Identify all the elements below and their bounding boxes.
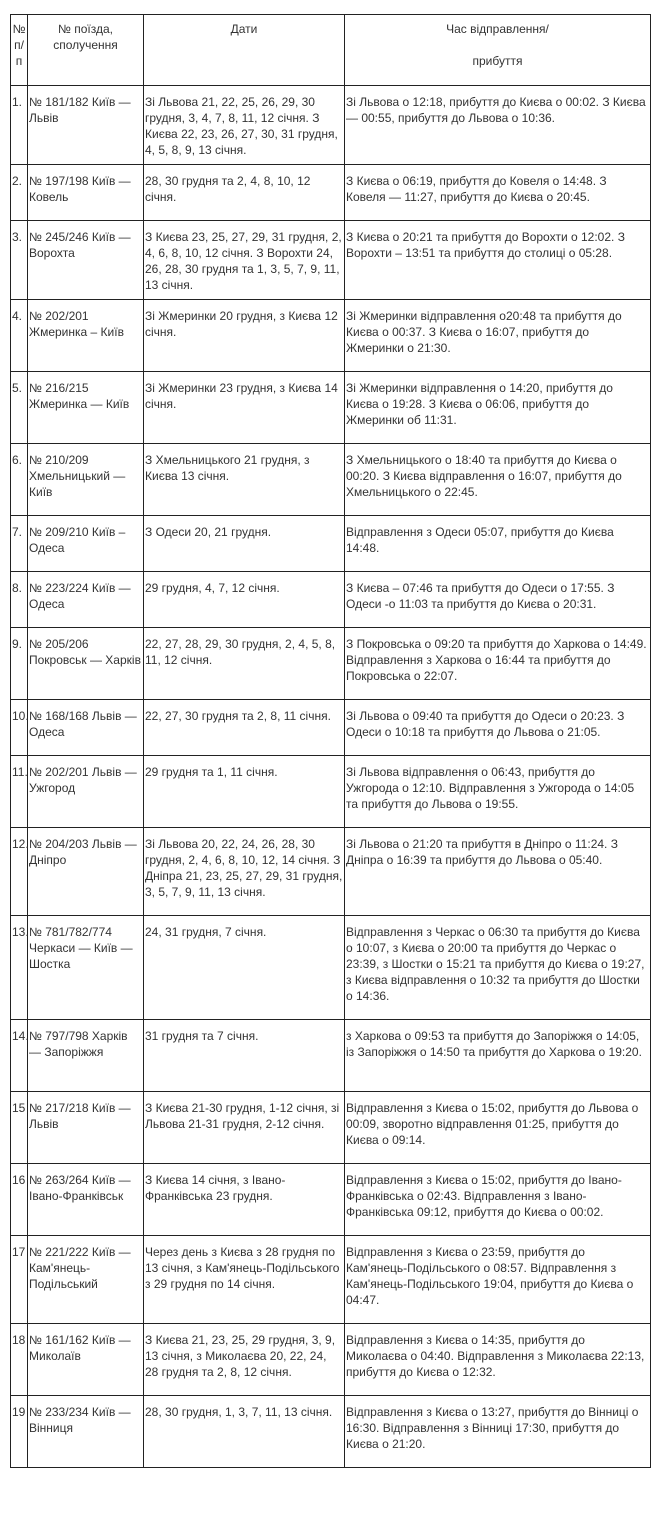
- row-number: 14.: [12, 1029, 29, 1043]
- row-dates: З Києва 14 січня, з Івано-Франківська 23 грудня.: [145, 1173, 286, 1203]
- row-time: Зі Львова відправлення о 06:43, прибуття до Ужгорода о 12:10. Відправлення з Ужгорода о 14:05 та прибуття до Львова о 19:55.: [346, 765, 635, 811]
- row-number: 8.: [12, 581, 23, 595]
- table-row: [11, 372, 651, 444]
- row-dates-cell: [144, 756, 345, 828]
- table-row: [11, 700, 651, 756]
- row-train: № 781/782/774 Черкаси — Київ — Шостка: [29, 925, 133, 971]
- row-time-cell: [345, 86, 651, 165]
- header-time: [345, 15, 651, 86]
- row-time: Відправлення з Києва о 14:35, прибуття до Миколаєва о 04:40. Відправлення з Миколаєва 22:13, прибуття до Києва о 12:32.: [346, 1333, 645, 1379]
- row-time-cell: [345, 300, 651, 372]
- row-time: З Києва – 07:46 та прибуття до Одеси о 17:55. З Одеси -о 11:03 та прибуття до Києва о 20:31.: [346, 581, 615, 611]
- row-train-cell: [28, 86, 144, 165]
- row-time-cell: [345, 516, 651, 572]
- row-time-cell: [345, 756, 651, 828]
- row-train-cell: [28, 221, 144, 300]
- row-train-cell: [28, 372, 144, 444]
- row-dates: Зі Жмеринки 20 грудня, з Києва 12 січня.: [145, 309, 338, 339]
- header-time-line2: прибуття: [472, 54, 523, 68]
- row-train: № 204/203 Львів — Дніпро: [29, 837, 137, 867]
- row-dates-cell: [144, 1236, 345, 1324]
- row-time-cell: [345, 1236, 651, 1324]
- row-train: № 181/182 Київ — Львів: [29, 95, 131, 125]
- row-time: З Покровська о 09:20 та прибуття до Харкова о 14:49. Відправлення з Харкова о 16:44 та прибуття до Покровська о 22:07.: [346, 637, 647, 683]
- row-dates: З Києва 23, 25, 27, 29, 31 грудня, 2, 4, 6, 8, 10, 12 січня. З Ворохти 24, 26, 28, 30 грудня та 1, 3, 5, 7, 9, 11, 13 січня.: [145, 230, 342, 292]
- row-dates-cell: [144, 221, 345, 300]
- row-dates: 29 грудня та 1, 11 січня.: [145, 765, 278, 779]
- row-time-cell: [345, 916, 651, 1020]
- header-time-gap: [346, 37, 649, 53]
- row-time: Відправлення з Києва о 15:02, прибуття до Львова о 00:09, зворотно відправлення 01:25, прибуття до Києва о 09:14.: [346, 1101, 639, 1147]
- row-train-cell: [28, 444, 144, 516]
- row-train-cell: [28, 1164, 144, 1236]
- row-number: 5.: [12, 381, 23, 395]
- row-train-cell: [28, 828, 144, 916]
- row-number: 18: [12, 1333, 26, 1347]
- row-dates-cell: [144, 444, 345, 516]
- row-dates-cell: [144, 1164, 345, 1236]
- row-number-cell: [11, 916, 28, 1020]
- table-row: [11, 756, 651, 828]
- row-train-cell: [28, 1324, 144, 1396]
- row-time: Зі Жмеринки відправлення о20:48 та прибуття до Києва о 00:37. З Києва о 16:07, прибуття до Жмеринки о 21:30.: [346, 309, 622, 355]
- row-number-cell: [11, 756, 28, 828]
- row-time-cell: [345, 1396, 651, 1468]
- table-row: [11, 86, 651, 165]
- row-number-cell: [11, 300, 28, 372]
- row-dates-cell: [144, 916, 345, 1020]
- row-train: № 202/201 Львів — Ужгород: [29, 765, 137, 795]
- train-schedule-table: [10, 14, 651, 1468]
- row-dates-cell: [144, 1092, 345, 1164]
- row-train-cell: [28, 516, 144, 572]
- row-train-cell: [28, 756, 144, 828]
- row-dates: З Києва 21, 23, 25, 29 грудня, 3, 9, 13 січня, з Миколаєва 20, 22, 24, 28 грудня та 2, 8, 12 січня.: [145, 1333, 336, 1379]
- row-dates-cell: [144, 165, 345, 221]
- row-train: № 223/224 Київ — Одеса: [29, 581, 131, 611]
- row-time: Відправлення з Києва о 13:27, прибуття до Вінниці о 16:30. Відправлення з Вінниці 17:30, прибуття до Києва о 21:20.: [346, 1405, 639, 1451]
- table-row: [11, 444, 651, 516]
- row-dates-cell: [144, 86, 345, 165]
- row-train-cell: [28, 572, 144, 628]
- row-train: № 210/209 Хмельницький — Київ: [29, 453, 126, 499]
- row-number-cell: [11, 828, 28, 916]
- row-time: З Хмельницького о 18:40 та прибуття до Києва о 00:20. З Києва відправлення о 16:07, прибуття до Хмельницького о 22:45.: [346, 453, 622, 499]
- row-dates: 22, 27, 30 грудня та 2, 8, 11 січня.: [145, 709, 331, 723]
- row-time: З Києва о 20:21 та прибуття до Ворохти о 12:02. З Ворохти – 13:51 та прибуття до столиці о 05:28.: [346, 230, 625, 260]
- row-dates-cell: [144, 1020, 345, 1092]
- row-train: № 221/222 Київ — Кам'янець-Подільський: [29, 1245, 131, 1291]
- row-number: 3.: [12, 230, 23, 244]
- table-row: [11, 916, 651, 1020]
- header-time-line1: Час відправлення/: [446, 22, 549, 36]
- row-number: 19: [12, 1405, 26, 1419]
- row-time-cell: [345, 372, 651, 444]
- row-train: № 797/798 Харків — Запоріжжя: [29, 1029, 128, 1059]
- row-number-cell: [11, 572, 28, 628]
- row-train-cell: [28, 628, 144, 700]
- row-train: № 161/162 Київ — Миколаїв: [29, 1333, 131, 1363]
- row-train: № 168/168 Львів — Одеса: [29, 709, 137, 739]
- row-dates: 28, 30 грудня, 1, 3, 7, 11, 13 січня.: [145, 1405, 333, 1419]
- row-time: Відправлення з Одеси 05:07, прибуття до Києва 14:48.: [346, 525, 614, 555]
- table-body: [11, 86, 651, 1468]
- table-row: [11, 828, 651, 916]
- row-time-cell: [345, 1324, 651, 1396]
- table-row: [11, 165, 651, 221]
- row-time: Відправлення з Києва о 15:02, прибуття до Івано-Франківська о 02:43. Відправлення з Івано-Франківська 09:12, прибуття до Києва о 00:02.: [346, 1173, 622, 1219]
- row-time: з Харкова о 09:53 та прибуття до Запоріжжя о 14:05, із Запоріжжя о 14:50 та прибуття до Харкова о 19:20.: [346, 1029, 642, 1059]
- row-time: Відправлення з Києва о 23:59, прибуття до Кам'янець-Подільського о 08:57. Відправлення з Кам'янець-Подільського 19:04, прибуття до Києва о 04:47.: [346, 1245, 634, 1307]
- row-dates: 28, 30 грудня та 2, 4, 8, 10, 12 січня.: [145, 174, 311, 204]
- header-number: № п/п: [11, 15, 28, 86]
- row-number: 2.: [12, 174, 23, 188]
- row-time-cell: [345, 165, 651, 221]
- row-dates-cell: [144, 372, 345, 444]
- row-time: З Києва о 06:19, прибуття до Ковеля о 14:48. З Ковеля — 11:27, прибуття до Києва о 20:45.: [346, 174, 607, 204]
- row-number-cell: [11, 1020, 28, 1092]
- row-number: 4.: [12, 309, 23, 323]
- row-train: № 216/215 Жмеринка — Київ: [29, 381, 130, 411]
- table-row: [11, 1092, 651, 1164]
- row-dates-cell: [144, 1324, 345, 1396]
- row-time-cell: [345, 700, 651, 756]
- row-dates-cell: [144, 300, 345, 372]
- row-time: Зі Львова о 09:40 та прибуття до Одеси о 20:23. З Одеси о 10:18 та прибуття до Львова о 21:05.: [346, 709, 625, 739]
- row-number: 6.: [12, 453, 23, 467]
- row-number: 11.: [12, 765, 28, 779]
- row-dates-cell: [144, 828, 345, 916]
- row-number-cell: [11, 516, 28, 572]
- row-number-cell: [11, 86, 28, 165]
- table-row: [11, 572, 651, 628]
- header-dates: Дати: [144, 15, 345, 86]
- row-dates: З Хмельницького 21 грудня, з Києва 13 січня.: [145, 453, 310, 483]
- row-number-cell: [11, 1324, 28, 1396]
- row-number-cell: [11, 1092, 28, 1164]
- row-dates: З Києва 21-30 грудня, 1-12 січня, зі Львова 21-31 грудня, 2-12 січня.: [145, 1101, 340, 1131]
- row-train: № 205/206 Покровськ — Харків: [29, 637, 141, 667]
- table-row: [11, 221, 651, 300]
- row-number-cell: [11, 372, 28, 444]
- row-number: 13.: [12, 925, 29, 939]
- row-dates: З Одеси 20, 21 грудня.: [145, 525, 272, 539]
- row-time-cell: [345, 828, 651, 916]
- row-dates-cell: [144, 572, 345, 628]
- row-dates: Через день з Києва з 28 грудня по 13 січня, з Кам'янець-Подільського з 29 грудня по 14 січня.: [145, 1245, 340, 1291]
- row-train-cell: [28, 1396, 144, 1468]
- row-train: № 217/218 Київ — Львів: [29, 1101, 131, 1131]
- schedule-table-wrapper: [10, 14, 651, 1468]
- row-dates: Зі Жмеринки 23 грудня, з Києва 14 січня.: [145, 381, 338, 411]
- row-number-cell: [11, 1164, 28, 1236]
- row-number: 12.: [12, 837, 29, 851]
- table-row: [11, 628, 651, 700]
- row-number: 17: [12, 1245, 26, 1259]
- row-time-cell: [345, 1020, 651, 1092]
- row-number-cell: [11, 1396, 28, 1468]
- row-dates: Зі Львова 20, 22, 24, 26, 28, 30 грудня, 2, 4, 6, 8, 10, 12, 14 січня. З Дніпра 21, 23, 25, 27, 29, 31 грудня, 3, 5, 7, 9, 11, 13 січня.: [145, 837, 343, 899]
- table-header-row: [11, 15, 651, 86]
- table-row: [11, 1236, 651, 1324]
- row-number: 10.: [12, 709, 29, 723]
- row-dates: 31 грудня та 7 січня.: [145, 1029, 259, 1043]
- row-train: № 233/234 Київ — Вінниця: [29, 1405, 131, 1435]
- row-train: № 209/210 Київ – Одеса: [29, 525, 126, 555]
- row-dates: Зі Львова 21, 22, 25, 26, 29, 30 грудня, 3, 4, 7, 8, 11, 12 січня. З Києва 22, 23, 26, 27, 30, 31 грудня, 4, 5, 8, 9, 13 січня.: [145, 95, 338, 157]
- row-time: Відправлення з Черкас о 06:30 та прибуття до Києва о 10:07, з Києва о 20:00 та прибуття до Черкас о 23:39, з Шостки о 15:21 та прибуття до Києва о 19:27, з Києва відправлення о 10:32 та прибуття до Шостки о 14:36.: [346, 925, 645, 1003]
- row-time-cell: [345, 1164, 651, 1236]
- row-dates-cell: [144, 516, 345, 572]
- row-train: № 202/201 Жмеринка – Київ: [29, 309, 124, 339]
- table-row: [11, 1396, 651, 1468]
- row-dates-cell: [144, 1396, 345, 1468]
- row-dates: 29 грудня, 4, 7, 12 січня.: [145, 581, 280, 595]
- row-train: № 197/198 Київ — Ковель: [29, 174, 131, 204]
- row-dates: 24, 31 грудня, 7 січня.: [145, 925, 267, 939]
- row-dates-cell: [144, 700, 345, 756]
- header-train: № поїзда, сполучення: [28, 15, 144, 86]
- row-number-cell: [11, 700, 28, 756]
- row-number: 7.: [12, 525, 23, 539]
- row-number-cell: [11, 444, 28, 516]
- row-train-cell: [28, 300, 144, 372]
- row-number-cell: [11, 165, 28, 221]
- row-number-cell: [11, 221, 28, 300]
- row-train-cell: [28, 165, 144, 221]
- row-train-cell: [28, 916, 144, 1020]
- table-row: [11, 1164, 651, 1236]
- row-time: Зі Жмеринки відправлення о 14:20, прибуття до Києва о 19:28. З Києва о 06:06, прибуття до Жмеринки об 11:31.: [346, 381, 613, 427]
- row-time: Зі Львова о 21:20 та прибуття в Дніпро о 11:24. З Дніпра о 16:39 та прибуття до Львова о 05:40.: [346, 837, 618, 867]
- row-train-cell: [28, 700, 144, 756]
- row-time-cell: [345, 628, 651, 700]
- row-number: 15: [12, 1101, 26, 1115]
- table-row: [11, 300, 651, 372]
- row-dates: 22, 27, 28, 29, 30 грудня, 2, 4, 5, 8, 11, 12 січня.: [145, 637, 336, 667]
- table-row: [11, 516, 651, 572]
- row-number-cell: [11, 628, 28, 700]
- row-train-cell: [28, 1020, 144, 1092]
- row-time: Зі Львова о 12:18, прибуття до Києва о 00:02. З Києва — 00:55, прибуття до Львова о 10:36.: [346, 95, 646, 125]
- row-train: № 263/264 Київ — Івано-Франківськ: [29, 1173, 131, 1203]
- row-train-cell: [28, 1092, 144, 1164]
- row-train: № 245/246 Київ — Ворохта: [29, 230, 131, 260]
- row-time-cell: [345, 572, 651, 628]
- row-number: 16: [12, 1173, 26, 1187]
- table-row: [11, 1324, 651, 1396]
- row-time-cell: [345, 1092, 651, 1164]
- row-number: 1.: [12, 95, 23, 109]
- row-number: 9.: [12, 637, 23, 651]
- row-number-cell: [11, 1236, 28, 1324]
- row-time-cell: [345, 444, 651, 516]
- table-row: [11, 1020, 651, 1092]
- row-time-cell: [345, 221, 651, 300]
- row-dates-cell: [144, 628, 345, 700]
- row-train-cell: [28, 1236, 144, 1324]
